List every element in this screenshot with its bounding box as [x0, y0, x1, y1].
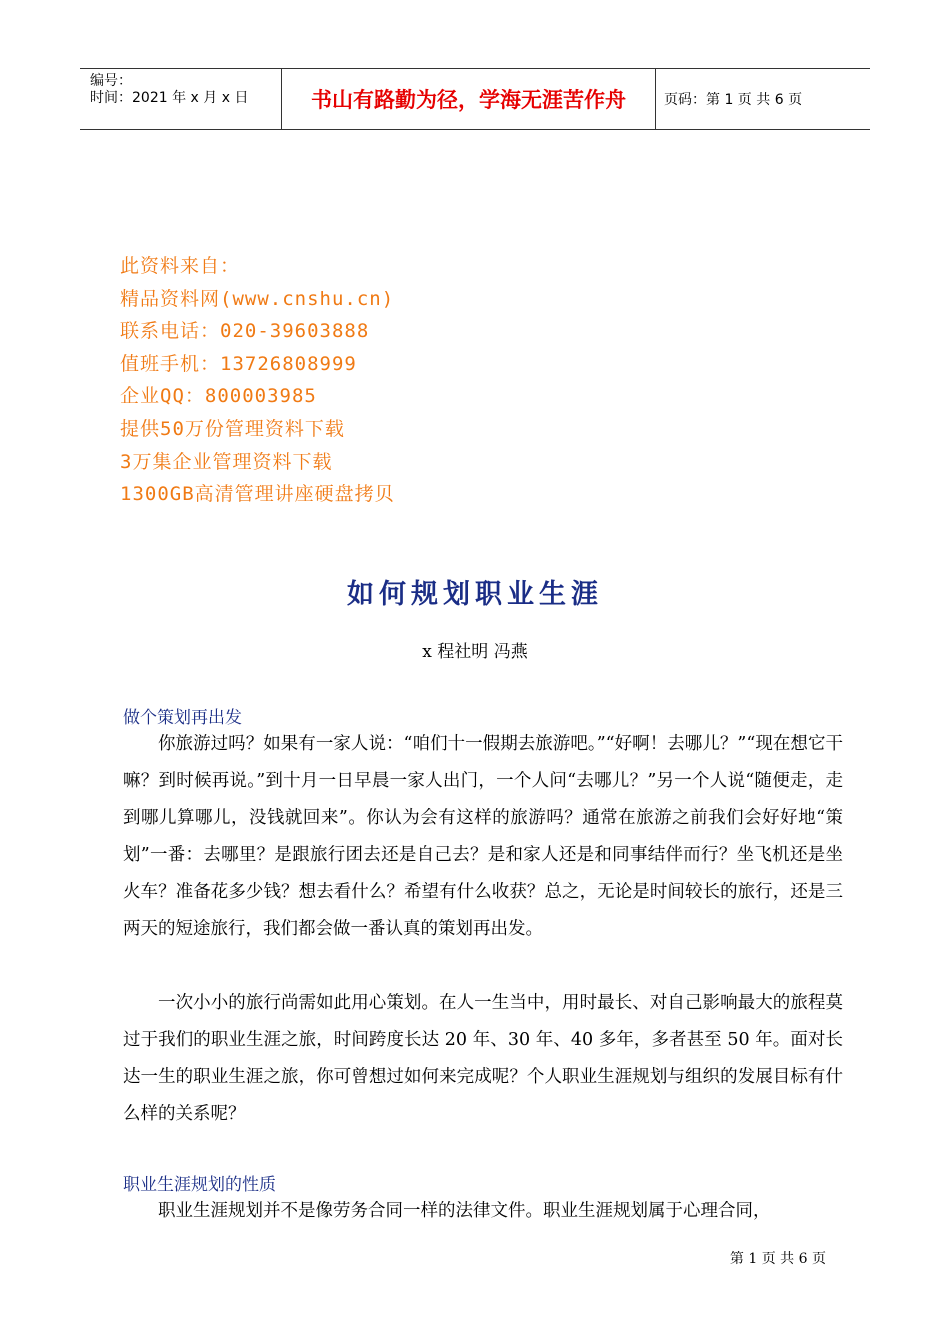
- article-title: 如何规划职业生涯: [347, 579, 603, 610]
- source-line: 此资料来自：: [120, 255, 241, 277]
- header-meta-cell: [80, 69, 282, 129]
- source-line: 联系电话：020-39603888: [120, 320, 370, 343]
- source-info-block: [120, 250, 395, 511]
- source-line: 3万集企业管理资料下载: [120, 450, 333, 473]
- section-heading-nature: 职业生涯规划的性质: [123, 1175, 276, 1195]
- source-line: 提供50万份管理资料下载: [120, 417, 345, 440]
- source-line: 值班手机：13726808999: [120, 352, 357, 375]
- header-motto: 书山有路勤为径，学海无涯苦作舟: [282, 69, 656, 129]
- source-line: 1300GB高清管理讲座硬盘拷贝: [120, 483, 395, 506]
- time-label: 时间：2021 年 x 月 x 日: [90, 90, 249, 106]
- header-page-info: 页码：第 1 页 共 6 页: [664, 92, 803, 108]
- source-line: 企业QQ：800003985: [120, 385, 317, 408]
- section-heading-plan: 做个策划再出发: [123, 708, 242, 728]
- paragraph-career-journey: 一次小小的旅行尚需如此用心策划。在人一生当中，用时最长、对自己影响最大的旅程莫过于我们的职业生涯之旅，时间跨度长达 20 年、30 年、40 多年，多者甚至 50 年。面对长达一生的职业生涯之旅，你可曾想过如何来完成呢？个人职业生涯规划与组织的发展目标有什么样的关系呢？: [123, 993, 843, 1124]
- page-footer: 第 1 页 共 6 页: [729, 1251, 826, 1267]
- paragraph-travel: 你旅游过吗？如果有一家人说：“咱们十一假期去旅游吧。”“好啊！去哪儿？”“现在想它干嘛？到时候再说。”到十月一日早晨一家人出门，一个人问“去哪儿？”另一个人说“随便走，走到哪儿算哪儿，没钱就回来”。你认为会有这样的旅游吗？通常在旅游之前我们会好好地“策划”一番：去哪里？是跟旅行团去还是自己去？是和家人还是和同事结伴而行？坐飞机还是坐火车？准备花多少钱？想去看什么？希望有什么收获？总之，无论是时间较长的旅行，还是三两天的短途旅行，我们都会做一番认真的策划再出发。: [123, 734, 843, 939]
- header-table: [80, 68, 870, 130]
- article-author: x 程社明 冯燕: [422, 642, 528, 662]
- source-line: 精品资料网(www.cnshu.cn): [120, 287, 395, 310]
- paragraph-nature: 职业生涯规划并不是像劳务合同一样的法律文件。职业生涯规划属于心理合同，: [158, 1201, 771, 1221]
- number-label: 编号：: [90, 73, 132, 89]
